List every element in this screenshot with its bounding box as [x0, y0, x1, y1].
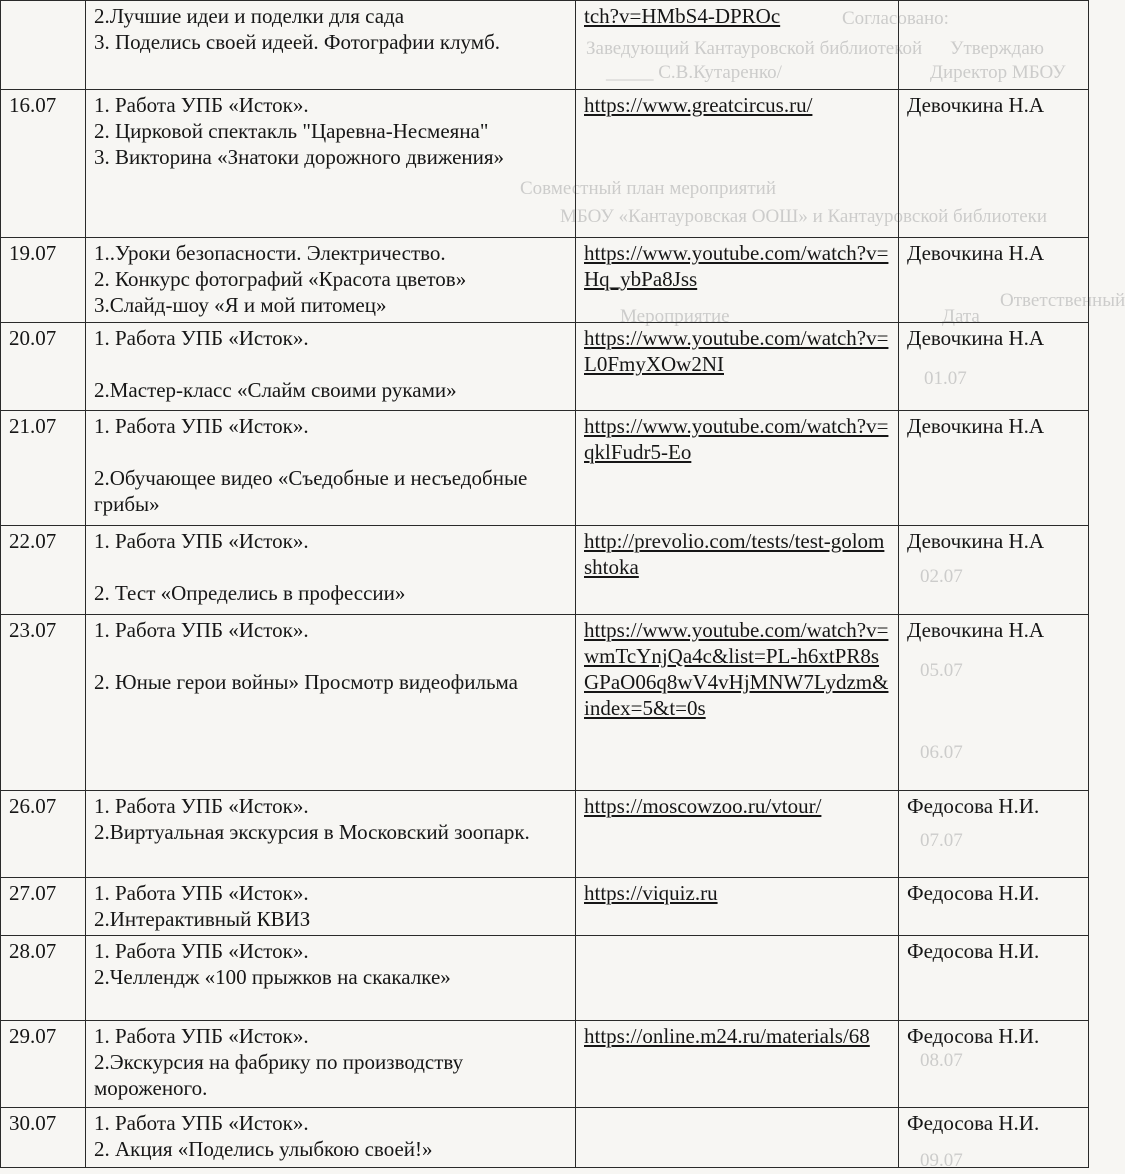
table-row	[1, 1, 1089, 90]
link-cell	[576, 238, 899, 323]
link-cell	[576, 90, 899, 238]
activity-line: 1. Работа УПБ «Исток».	[94, 881, 309, 905]
date-cell: 26.07	[1, 791, 86, 878]
activity-line: 3.Слайд-шоу «Я и мой питомец»	[94, 293, 387, 317]
activity-line: 2.Лучшие идеи и поделки для сада	[94, 4, 405, 28]
table-row	[1, 238, 1089, 323]
link-cell	[576, 615, 899, 791]
activity-line: 1. Работа УПБ «Исток».	[94, 326, 309, 350]
resource-link[interactable]: https://www.youtube.com/watch?v=Hq_ybPa8Jss	[584, 241, 889, 291]
activity-line: 3. Викторина «Знатоки дорожного движения»	[94, 145, 505, 169]
date-cell: 23.07	[1, 615, 86, 791]
ghost-text: Ответственный	[1000, 290, 1125, 311]
activity-line: 2. Тест «Определись в профессии»	[94, 581, 406, 605]
ghost-text: 01.07	[924, 368, 967, 389]
ghost-text: Утверждаю	[950, 38, 1044, 59]
activity-line: 2. Цирковой спектакль "Царевна-Несмеяна"	[94, 119, 489, 143]
ghost-text: 02.07	[920, 566, 963, 587]
activity-line: 2.Обучающее видео «Съедобные и несъедобные грибы»	[94, 466, 528, 516]
resource-link[interactable]: https://online.m24.ru/materials/68	[584, 1024, 870, 1048]
spacer	[94, 554, 569, 580]
activities-cell	[86, 411, 576, 526]
responsible-cell: Федосова Н.И.	[899, 791, 1089, 878]
spacer	[94, 439, 569, 465]
table-row	[1, 791, 1089, 878]
resource-link[interactable]: tch?v=HMbS4-DPROc	[584, 4, 781, 28]
table-row	[1, 936, 1089, 1021]
table-row	[1, 878, 1089, 936]
activities-cell	[86, 878, 576, 936]
ghost-text: 07.07	[920, 830, 963, 851]
responsible-cell: Девочкина Н.А	[899, 411, 1089, 526]
link-cell	[576, 878, 899, 936]
activity-line: 2. Юные герои войны» Просмотр видеофильма	[94, 670, 518, 694]
activities-cell	[86, 90, 576, 238]
activity-line: 2.Челлендж «100 прыжков на скакалке»	[94, 965, 451, 989]
ghost-text: Дата	[942, 306, 980, 327]
responsible-cell: Федосова Н.И.	[899, 878, 1089, 936]
link-cell	[576, 1, 899, 90]
activities-cell	[86, 936, 576, 1021]
activities-cell	[86, 1021, 576, 1108]
link-cell	[576, 526, 899, 615]
ghost-text: Директор МБОУ	[930, 62, 1066, 83]
ghost-text: Заведующий Кантауровской библиотекой	[586, 38, 923, 59]
date-cell: 16.07	[1, 90, 86, 238]
activity-line: 2.Виртуальная экскурсия в Московский зоопарк.	[94, 820, 530, 844]
activities-cell	[86, 323, 576, 411]
link-cell	[576, 936, 899, 1021]
activities-cell	[86, 1108, 576, 1168]
link-cell	[576, 1021, 899, 1108]
activities-cell	[86, 1, 576, 90]
activity-line: 1. Работа УПБ «Исток».	[94, 939, 309, 963]
activity-line: 1. Работа УПБ «Исток».	[94, 618, 309, 642]
resource-link[interactable]: https://www.greatcircus.ru/	[584, 93, 813, 117]
link-cell	[576, 411, 899, 526]
link-cell	[576, 323, 899, 411]
ghost-text: 09.07	[920, 1150, 963, 1171]
ghost-text: Совместный план мероприятий	[520, 178, 777, 199]
ghost-text: Мероприятие	[620, 306, 730, 327]
activity-line: 1. Работа УПБ «Исток».	[94, 414, 309, 438]
date-cell: 29.07	[1, 1021, 86, 1108]
responsible-cell: Девочкина Н.А	[899, 238, 1089, 323]
responsible-cell: Федосова Н.И.	[899, 1108, 1089, 1168]
date-cell: 20.07	[1, 323, 86, 411]
table-row	[1, 526, 1089, 615]
date-cell: 27.07	[1, 878, 86, 936]
date-cell	[1, 1, 86, 90]
activity-line: 2.Интерактивный КВИЗ	[94, 907, 311, 931]
table-row	[1, 1108, 1089, 1168]
resource-link[interactable]: https://www.youtube.com/watch?v=L0FmyXOw2NI	[584, 326, 889, 376]
activities-cell	[86, 615, 576, 791]
activity-line: 1. Работа УПБ «Исток».	[94, 1024, 309, 1048]
activity-line: 1..Уроки безопасности. Электричество.	[94, 241, 446, 265]
responsible-cell: Федосова Н.И.	[899, 1021, 1089, 1108]
responsible-cell: Девочкина Н.А	[899, 526, 1089, 615]
table-row	[1, 1021, 1089, 1108]
activity-line: 1. Работа УПБ «Исток».	[94, 794, 309, 818]
responsible-cell: Девочкина Н.А	[899, 90, 1089, 238]
responsible-cell: Девочкина Н.А	[899, 615, 1089, 791]
resource-link[interactable]: https://viquiz.ru	[584, 881, 718, 905]
responsible-cell: Девочкина Н.А	[899, 323, 1089, 411]
activities-cell	[86, 238, 576, 323]
table-row	[1, 90, 1089, 238]
activity-line: 1. Работа УПБ «Исток».	[94, 529, 309, 553]
spacer	[94, 643, 569, 669]
activities-cell	[86, 791, 576, 878]
activity-line: 1. Работа УПБ «Исток».	[94, 1111, 309, 1135]
activity-line: 2. Акция «Поделись улыбкою своей!»	[94, 1137, 433, 1161]
date-cell: 30.07	[1, 1108, 86, 1168]
responsible-cell	[899, 1, 1089, 90]
date-cell: 22.07	[1, 526, 86, 615]
ghost-text: Согласовано:	[842, 8, 949, 29]
activity-line: 2.Мастер-класс «Слайм своими руками»	[94, 378, 457, 402]
link-cell	[576, 1108, 899, 1168]
ghost-text: _____ С.В.Кутаренко/	[606, 62, 782, 83]
resource-link[interactable]: https://www.youtube.com/watch?v=qklFudr5-Eo	[584, 414, 889, 464]
activity-line: 2.Экскурсия на фабрику по производству мороженого.	[94, 1050, 464, 1100]
ghost-text: 06.07	[920, 742, 963, 763]
table-row	[1, 323, 1089, 411]
resource-link[interactable]: http://prevolio.com/tests/test-golomshtoka	[584, 529, 885, 579]
ghost-text: МБОУ «Кантауровская ООШ» и Кантауровской библиотеки	[560, 206, 1048, 227]
ghost-text: 05.07	[920, 660, 963, 681]
link-cell	[576, 791, 899, 878]
activity-line: 1. Работа УПБ «Исток».	[94, 93, 309, 117]
activity-line: 3. Поделись своей идеей. Фотографии клумб.	[94, 30, 501, 54]
activity-line: 2. Конкурс фотографий «Красота цветов»	[94, 267, 467, 291]
resource-link[interactable]: https://www.youtube.com/watch?v=wmTcYnjQa4c&list=PL-h6xtPR8sGPaO06q8wV4vHjMNW7Lydzm&index=5&t=0s	[584, 618, 889, 720]
responsible-cell: Федосова Н.И.	[899, 936, 1089, 1021]
table-row	[1, 615, 1089, 791]
resource-link[interactable]: https://moscowzoo.ru/vtour/	[584, 794, 822, 818]
ghost-text: 08.07	[920, 1050, 963, 1071]
date-cell: 28.07	[1, 936, 86, 1021]
date-cell: 21.07	[1, 411, 86, 526]
table-row	[1, 411, 1089, 526]
activities-cell	[86, 526, 576, 615]
date-cell: 19.07	[1, 238, 86, 323]
spacer	[94, 351, 569, 377]
